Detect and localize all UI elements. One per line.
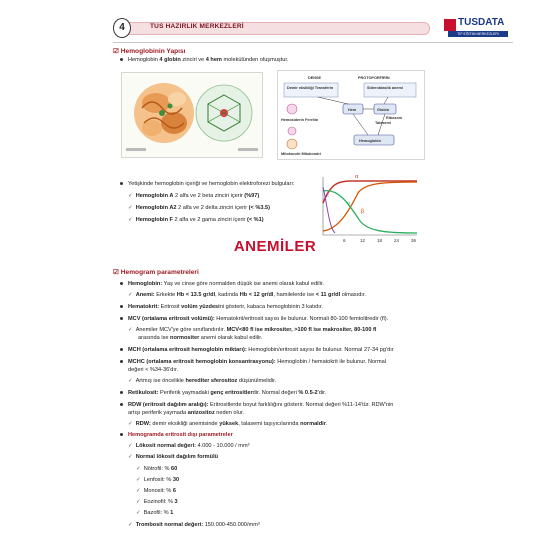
structure-line: Hemoglobin 4 globin zinciri ve 4 hem molekülünden oluşmuştur. [120, 57, 288, 64]
mchc-line-2: değeri < %34-36'dır. [128, 367, 179, 373]
rdw-line-2: artışı periferik yaymada anizositoz neden olur. [128, 410, 244, 416]
check-icon: ✓ [128, 205, 133, 211]
header-rule [113, 42, 513, 43]
series-epsilon-line [323, 187, 335, 233]
heme-group-icon [196, 85, 252, 141]
x-tick-label: 12 [360, 238, 366, 243]
wbc-line: ✓ Lökosit normal değeri: 4.000 - 10.000 / mm³ [128, 443, 250, 449]
diagram-label-globin: Globin [377, 108, 390, 112]
diagram-label-iron: Demir eksikliği Transferin [287, 86, 334, 90]
checkbox-icon: ☑ [113, 48, 119, 55]
check-icon: ✓ [136, 466, 141, 472]
hemoglobin-3d-structure-image [121, 72, 263, 158]
hemoglobin-line: Hemoglobin: Yaş ve cinse göre normalden düşük ise anemi olarak kabul edilir. [120, 281, 324, 288]
checkbox-icon: ☑ [113, 269, 119, 276]
diagram-label-mitochondria: Mitokondri Mitokondri [281, 152, 321, 156]
check-icon: ✓ [128, 454, 133, 460]
reticulocyte-line: Retikulosit: Periferik yaymadaki genç eritrositlerdir. Normal değeri % 0.5-2'dir. [120, 390, 326, 397]
list-item-lymphocyte: ✓ Lenfosit: % 30 [136, 477, 180, 483]
bullet-icon [120, 360, 123, 363]
mch-line: MCH (ortalama eritrosit hemoglobin miktarı): Hemoglobin/eritrosit sayısı ile bulunur. Normal 27-34 pg'dır [120, 347, 394, 354]
rdw-note-line: ✓ RDW; demir eksikliği anemisinde yüksek, talasemi taşıyıcılarında normaldir. [128, 421, 328, 427]
diagram-label-hemoglobin: Hemoglobin [359, 139, 381, 143]
diagram-label-protoporphyrin: PROTOPORFİRİN [358, 76, 390, 80]
section-title: Hemogram parametreleri [120, 269, 199, 276]
x-tick-label: 24 [394, 238, 400, 243]
check-icon: ✓ [128, 193, 133, 199]
series-label-alpha: α [355, 174, 359, 180]
check-icon: ✓ [136, 499, 141, 505]
anemia-criteria-line: ✓ Anemi: Erkekte Hb < 13.5 gr/dl, kadında Hb < 12 gr/dl, hamilelerde ise < 11 gr/dl olmasıdır. [128, 292, 366, 298]
bullet-icon [120, 58, 123, 61]
list-item-eosinophil: ✓ Eozinofil: % 3 [136, 499, 178, 505]
series-label-epsilon: ε [326, 193, 329, 199]
check-icon: ✓ [136, 510, 141, 516]
bullet-icon [120, 391, 123, 394]
section-heading-hemogram [113, 268, 199, 276]
bullet-icon [120, 182, 123, 185]
outside-params-heading: Hemogramda eritrosit dışı parametreler [120, 432, 233, 439]
check-icon: ✓ [128, 522, 133, 528]
protein-ribbon-icon [134, 83, 194, 143]
check-icon: ✓ [128, 292, 133, 298]
x-tick-label: 18 [377, 238, 383, 243]
bullet-icon [120, 305, 123, 308]
x-tick-label: 6 [343, 238, 346, 243]
check-icon: ✓ [136, 477, 141, 483]
series-label-beta: β [361, 209, 365, 215]
hematocrit-line: Hematokrit: Eritrosit volüm yüzdesini gösterir, kabaca hemoglobinin 3 katıdır. [120, 304, 323, 311]
list-item-hba2: ✓ Hemoglobin A2 2 alfa ve 2 delta zinciri içerir (< %3.5) [128, 205, 270, 211]
logo-subtitle: TIP EĞİTİM MERKEZLERİ [448, 31, 508, 37]
bullet-icon [120, 403, 123, 406]
list-item-monocyte: ✓ Monosit: % 6 [136, 488, 177, 494]
bullet-icon [120, 433, 123, 436]
logo-mark-icon [444, 19, 456, 31]
bullet-icon [120, 317, 123, 320]
diagram-label-thalassemia: Talasemi [375, 121, 391, 125]
series-alpha-line [323, 181, 417, 203]
list-item-neutrophil: ✓ Nötrofil: % 60 [136, 466, 178, 472]
series-label-gamma: γ [347, 201, 351, 207]
check-icon: ✓ [128, 217, 133, 223]
diagram-label-hemosiderin: Hemosiderin Ferritin [281, 118, 319, 122]
rdw-line: RDW (eritrosit dağılım aralığı): Eritrositlerde boyut farklılığını gösterir. Normal değeri %11-14'tür. RDW'nin [120, 402, 393, 409]
check-icon: ✓ [136, 488, 141, 494]
differential-heading: ✓ Normal lökosit dağılım formülü [128, 454, 219, 460]
mcv-line: MCV (ortalama eritrosit volümü): Hematokrit/eritrosit sayısı ile bulunur. Normali 80-100 femtolitredir (fl). [120, 316, 388, 323]
list-item-hba: ✓ Hemoglobin A 2 alfa ve 2 beta zinciri içerir (%97) [128, 193, 260, 199]
diagram-label-ribosome: Ribozom [386, 116, 403, 120]
header-title: TUS HAZIRLIK MERKEZLERİ [150, 23, 244, 30]
page-number: 4 [113, 18, 131, 38]
bullet-icon [120, 282, 123, 285]
hemoglobin-synthesis-diagram [277, 70, 425, 160]
check-icon: ✓ [128, 443, 133, 449]
mcv-classification-line: ✓ Anemiler MCV'ye göre sınıflandırılır. MCV<80 fl ise mikrositer, >100 fl ise makrositer, 80-100 fl [128, 327, 377, 333]
mchc-line: MCHC (ortalama eritrosit hemoglobin konsantrasyonu): Hemoglobin / hematokrit ile bulunur. Normal [120, 359, 386, 366]
logo-text: TUSDATA [458, 17, 505, 28]
list-item-hbf: ✓ Hemoglobin F 2 alfa ve 2 gama zinciri içerir (< %1) [128, 217, 264, 223]
chapter-title: ANEMİLER [233, 238, 317, 255]
check-icon: ✓ [128, 421, 133, 427]
platelet-line: ✓ Trombosit normal değeri: 150.000-450.000/mm³ [128, 522, 260, 528]
diagram-label-hem: Hem [348, 108, 357, 112]
series-gamma-line [323, 191, 417, 233]
check-icon: ✓ [128, 378, 133, 384]
mcv-classification-line-2: arasında ise normositer anemi olarak kabul edilir. [138, 335, 263, 341]
diagram-label-sideroblastic: Sideroblastik anemi [367, 86, 403, 90]
electrophoresis-intro: Yetişkinde hemoglobin içeriği ve hemoglobin elektroforezi bulguları: [120, 181, 294, 188]
brand-logo [444, 17, 510, 41]
section-heading-hemoglobin-structure [113, 47, 186, 55]
diagram-label-dense: DENSE [308, 76, 322, 80]
list-item-basophil: ✓ Bazofil: % 1 [136, 510, 174, 516]
mchc-note-line: ✓ Artmış ise öncelikle herediter sferositoz düşünülmelidir. [128, 378, 277, 384]
check-icon: ✓ [128, 327, 133, 333]
section-title: Hemoglobinin Yapısı [120, 48, 186, 55]
bullet-icon [120, 348, 123, 351]
series-beta-line [323, 182, 417, 231]
globin-chain-chart [313, 173, 423, 245]
x-tick-label: 36 [411, 238, 417, 243]
